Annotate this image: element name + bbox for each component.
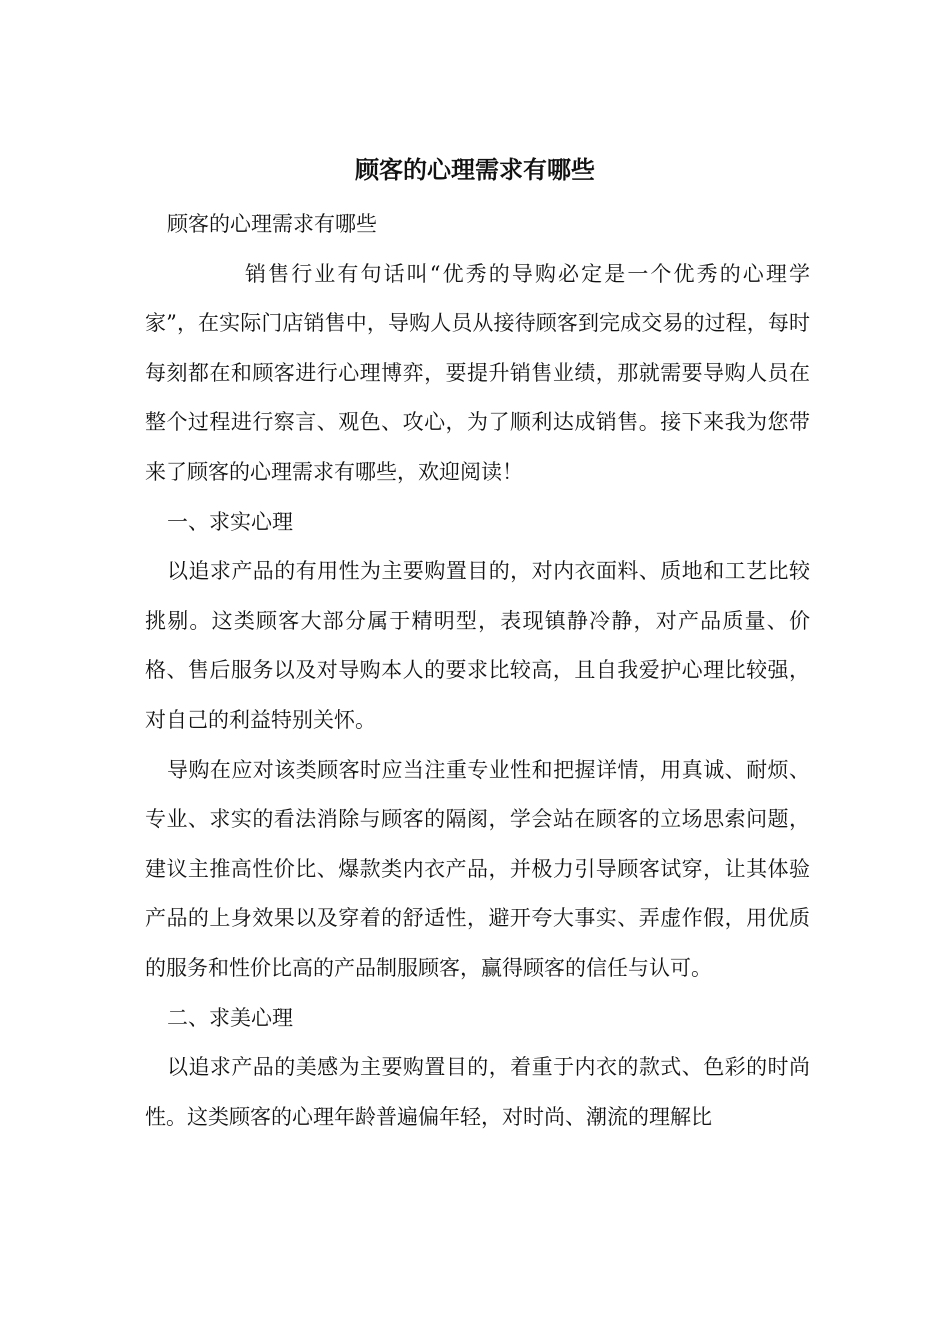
document-title: 顾客的心理需求有哪些: [355, 155, 595, 184]
section-1-paragraph-1: 以追求产品的有用性为主要购置目的，对内衣面料、质地和工艺比较挑剔。这类顾客大部分属于精明型，表现镇静冷静，对产品质量、价格、售后服务以及对导购本人的要求比较高，且自我爱护心理比较强，对自己的利益特别关怀。: [145, 559, 810, 732]
section-2-heading: 二、求美心理: [167, 1005, 293, 1030]
section-1-heading: 一、求实心理: [167, 509, 293, 534]
section-2-paragraph-1: 以追求产品的美感为主要购置目的，着重于内衣的款式、色彩的时尚性。这类顾客的心理年龄普遍偏年轻，对时尚、潮流的理解比: [145, 1055, 810, 1129]
document-body: [145, 200, 810, 1142]
intro-paragraph: 销售行业有句话叫“优秀的导购必定是一个优秀的心理学家”，在实际门店销售中，导购人员从接待顾客到完成交易的过程，每时每刻都在和顾客进行心理博弈，要提升销售业绩，那就需要导购人员在整个过程进行察言、观色、攻心，为了顺利达成销售。接下来我为您带来了顾客的心理需求有哪些，欢迎阅读！: [145, 261, 810, 484]
section-1-paragraph-2: 导购在应对该类顾客时应当注重专业性和把握详情，用真诚、耐烦、专业、求实的看法消除与顾客的隔阂，学会站在顾客的立场思索问题，建议主推高性价比、爆款类内衣产品，并极力引导顾客试穿，让其体验产品的上身效果以及穿着的舒适性，避开夸大事实、弄虚作假，用优质的服务和性价比高的产品制服顾客，赢得顾客的信任与认可。: [145, 757, 810, 980]
subtitle-paragraph: 顾客的心理需求有哪些: [167, 212, 377, 236]
